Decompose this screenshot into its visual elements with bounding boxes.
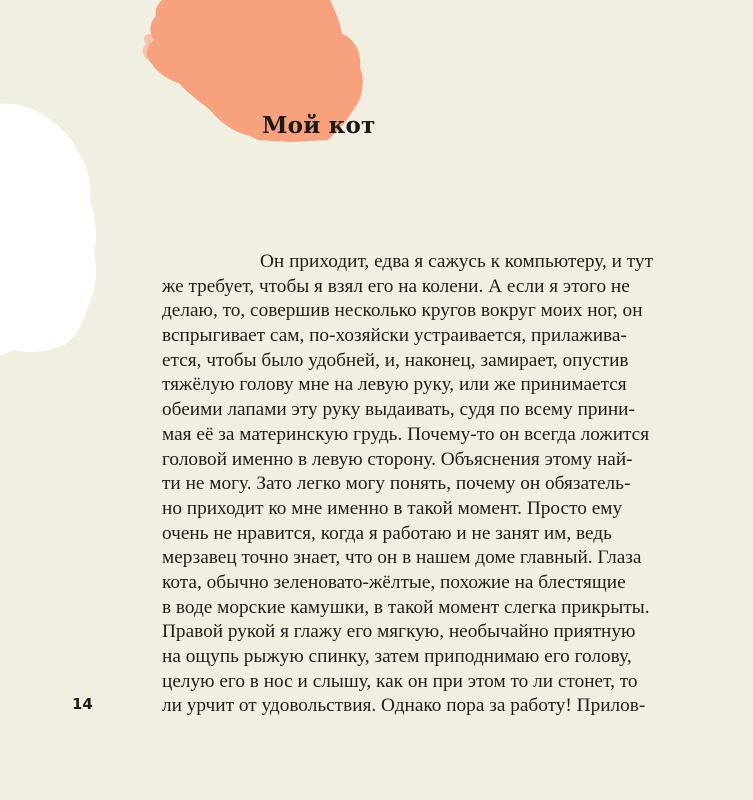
text-line: кота, обычно зеленовато-жёлтые, похожие на блестящие — [162, 571, 626, 593]
text-line: но приходит ко мне именно в такой момент. Просто ему — [162, 497, 623, 519]
text-line: мерзавец точно знает, что он в нашем доме главный. Глаза — [162, 547, 642, 569]
white-blob-shape — [0, 104, 96, 356]
text-line: мая её за материнскую грудь. Почему-то он всегда ложится — [162, 423, 650, 445]
text-line: ется, чтобы было удобней, и, наконец, замирает, опустив — [162, 349, 629, 371]
text-line: делаю, то, совершив несколько кругов вокруг моих ног, он — [162, 300, 643, 322]
text-line: на ощупь рыжую спинку, затем приподнимаю его голову, — [162, 646, 632, 667]
text-line: целую его в нос и слышу, как он при этом то ли стонет, то — [162, 670, 638, 692]
chapter-title: Мой кот — [262, 112, 376, 139]
text-line: тяжёлую голову мне на левую руку, или же принимается — [162, 374, 627, 396]
text-line: вспрыгивает сам, по-хозяйски устраивается, прилажива- — [162, 325, 627, 347]
text-line: головой именно в левую сторону. Объяснения этому най- — [162, 448, 633, 470]
text-line: Он приходит, едва я сажусь к компьютеру, и тут — [260, 251, 654, 272]
white-paint-blob — [0, 100, 110, 360]
text-line: обеими лапами эту руку выдаивать, судя по всему прини- — [162, 399, 635, 421]
text-line: ти не могу. Зато легко могу понять, почему он обязатель- — [162, 473, 631, 495]
text-line: же требует, чтобы я взял его на колени. А если я этого не — [162, 275, 630, 297]
body-paragraph — [162, 250, 702, 719]
text-line: в воде морские камушки, в такой момент слегка прикрыты. — [162, 596, 650, 618]
text-line: ли урчит от удовольствия. Однако пора за работу! Прилов- — [162, 695, 646, 717]
page-number: 14 — [72, 695, 93, 713]
text-line: очень не нравится, когда я работаю и не занят им, ведь — [162, 522, 612, 544]
text-line: Правой рукой я глажу его мягкую, необычайно приятную — [162, 621, 636, 643]
